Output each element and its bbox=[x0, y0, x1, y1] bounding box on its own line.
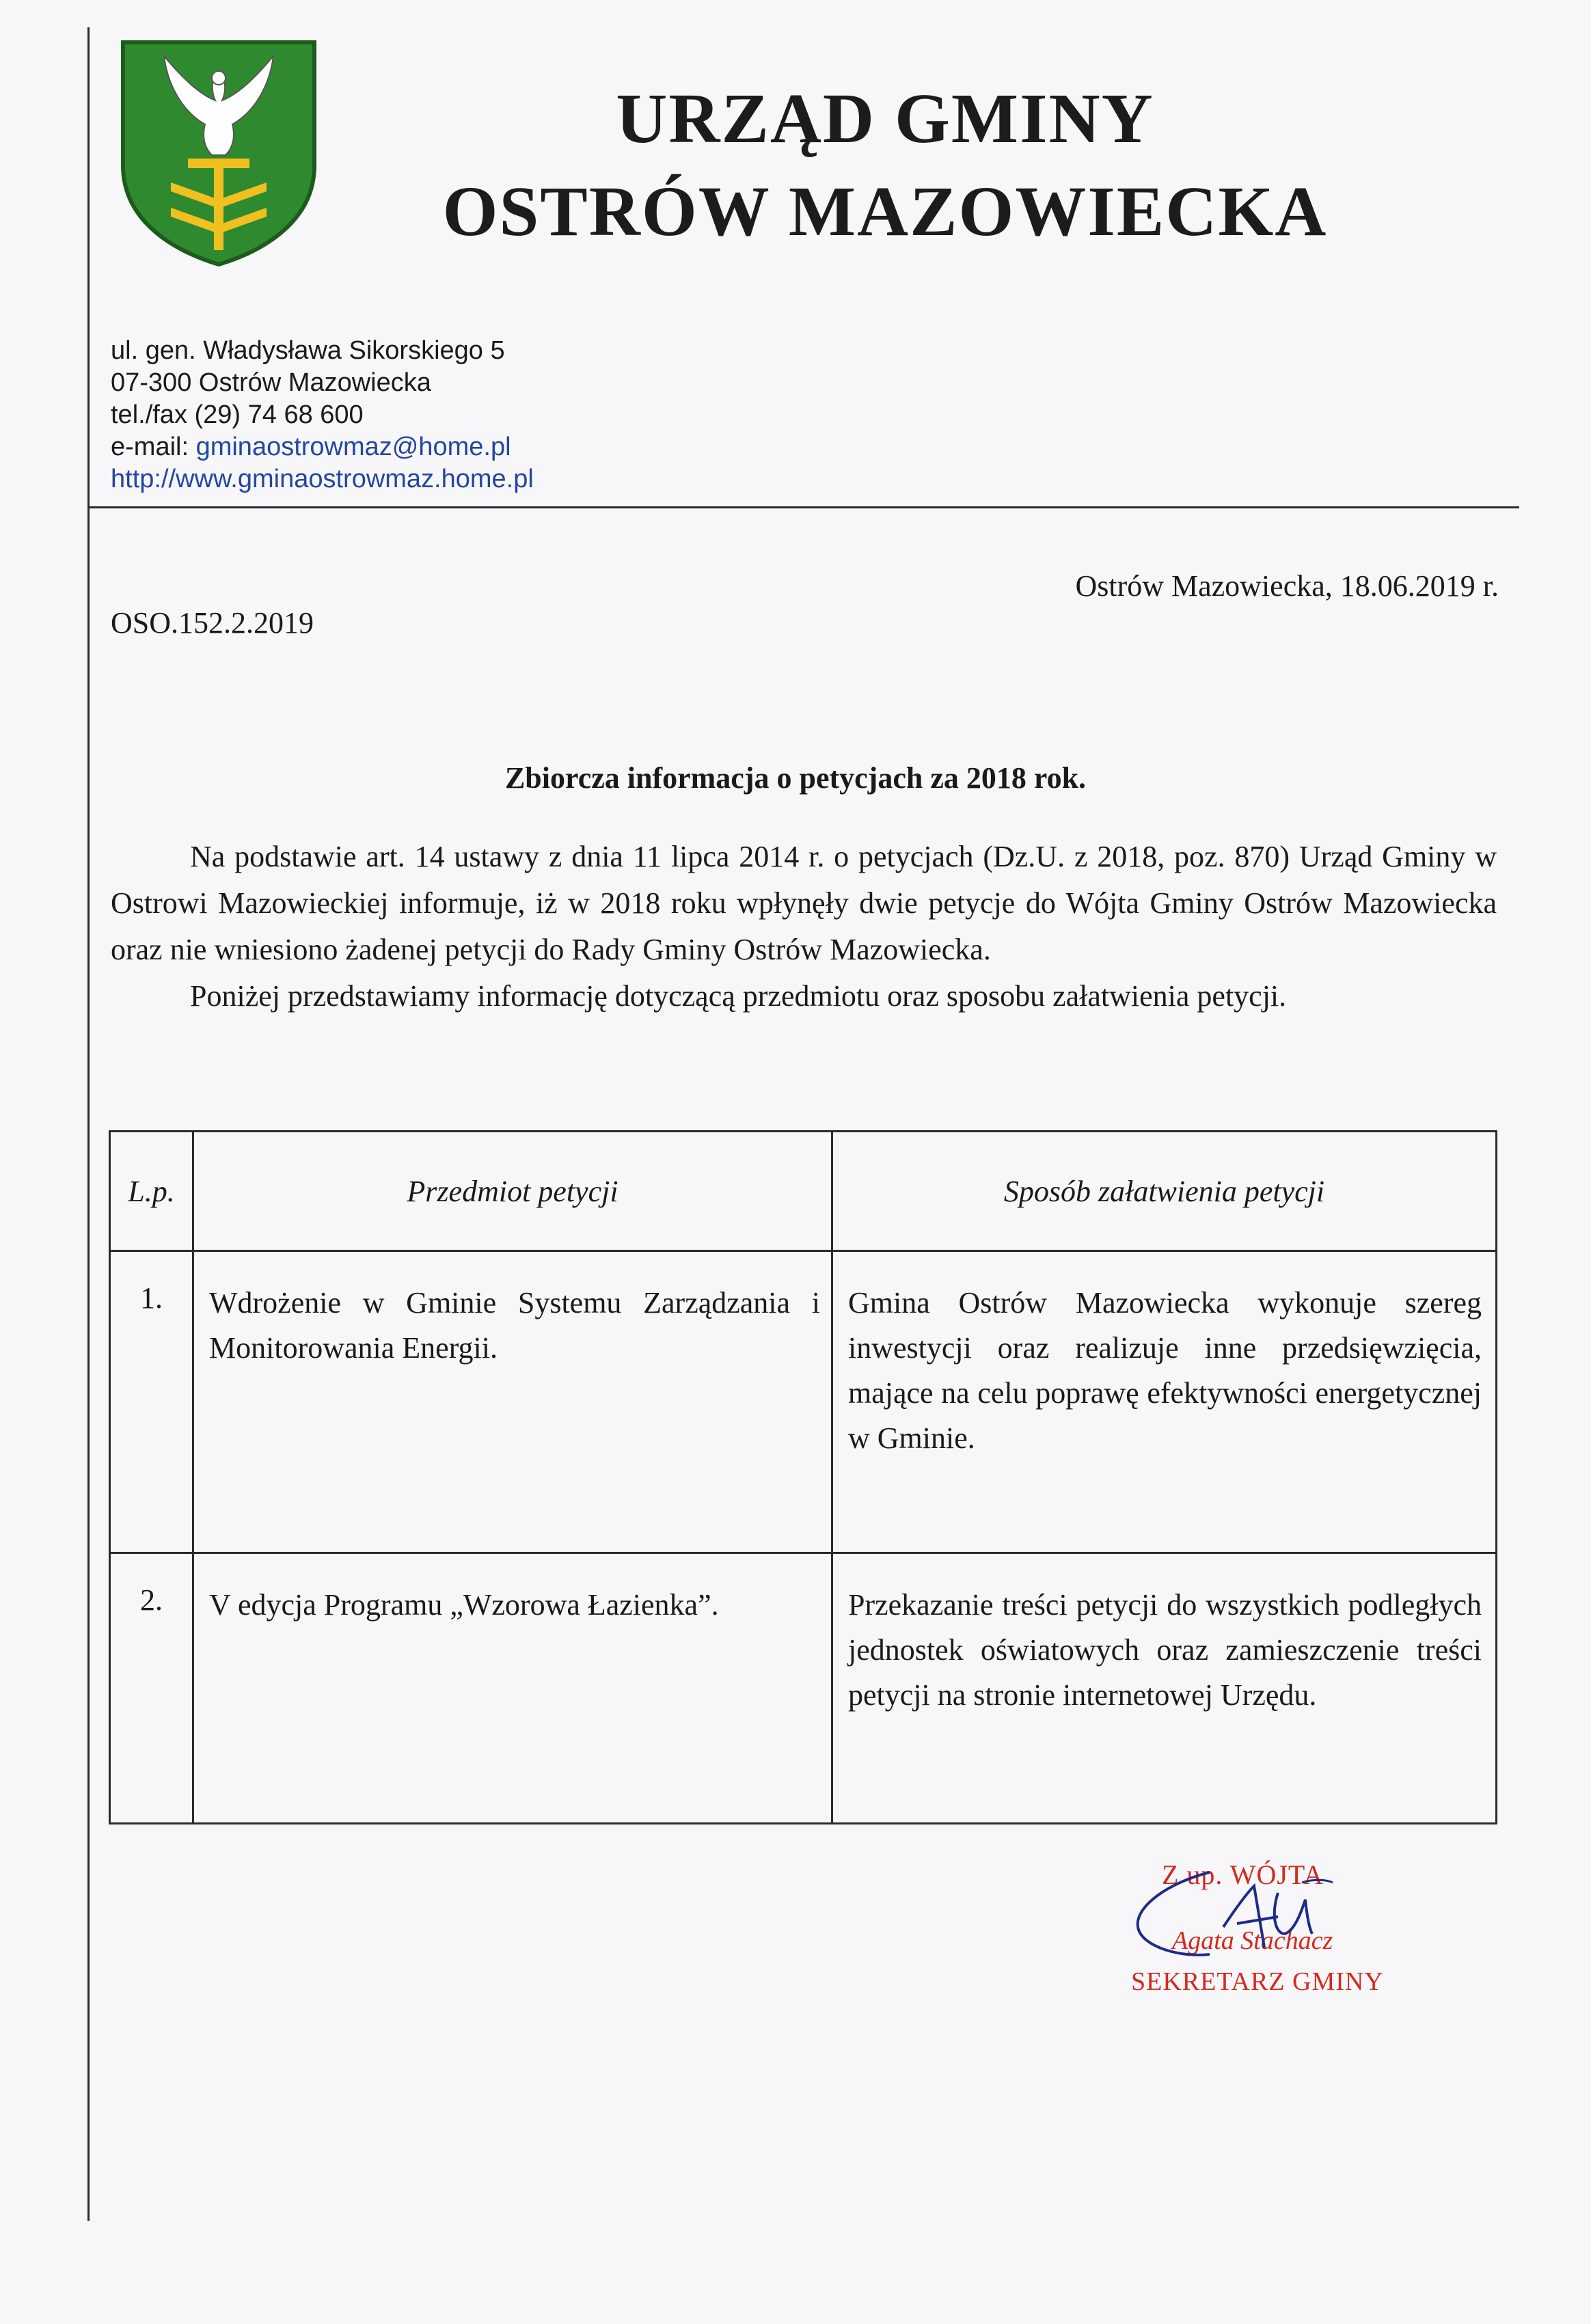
table-row bbox=[110, 1553, 1497, 1824]
contact-email-link[interactable]: gminaostrowmaz@home.pl bbox=[195, 433, 511, 461]
office-title-line2: OSTRÓW MAZOWIECKA bbox=[442, 172, 1328, 251]
place-date: Ostrów Mazowiecka, 18.06.2019 r. bbox=[1075, 569, 1499, 603]
row-subject: V edycja Programu „Wzorowa Łazienka”. bbox=[193, 1553, 832, 1824]
table-header-row bbox=[110, 1132, 1497, 1251]
header-lp: L.p. bbox=[110, 1132, 193, 1251]
row-number: 1. bbox=[110, 1251, 193, 1553]
office-title-line1: URZĄD GMINY bbox=[616, 79, 1154, 158]
reference-number: OSO.152.2.2019 bbox=[111, 606, 314, 640]
row-resolution: Gmina Ostrów Mazowiecka wykonuje szereg inwestycji oraz realizuje inne przedsięwzięcia, mające na celu poprawę efektywności energetycznej w Gminie. bbox=[832, 1251, 1497, 1553]
row-number: 2. bbox=[110, 1553, 193, 1824]
contact-block bbox=[111, 335, 534, 495]
table-row bbox=[110, 1251, 1497, 1553]
header-subject: Przedmiot petycji bbox=[193, 1132, 832, 1251]
header-resolution: Sposób załatwienia petycji bbox=[832, 1132, 1497, 1251]
signature-stamp bbox=[1107, 1845, 1490, 2023]
header-divider bbox=[89, 506, 1519, 508]
contact-street: ul. gen. Władysława Sikorskiego 5 bbox=[111, 336, 505, 365]
coat-of-arms-icon bbox=[116, 29, 321, 268]
paragraph: Na podstawie art. 14 ustawy z dnia 11 lipca 2014 r. o petycjach (Dz.U. z 2018, poz. 870) Urząd Gminy w Ostrowi Mazowieckiej informuje, iż w 2018 roku wpłynęły dwie petycje do Wójta Gminy Ostrów Mazowiecka oraz nie wniesiono żadenej petycji do Rady Gminy Ostrów Mazowiecka. bbox=[111, 840, 1497, 966]
contact-email-label: e-mail: bbox=[111, 433, 196, 461]
petitions-table bbox=[109, 1130, 1497, 1824]
contact-website-link[interactable]: http://www.gminaostrowmaz.home.pl bbox=[111, 465, 534, 493]
contact-email-row bbox=[111, 431, 534, 463]
signature-authority: Z up. WÓJTA bbox=[1162, 1859, 1324, 1890]
document-heading: Zbiorcza informacja o petycjach za 2018 rok. bbox=[504, 761, 1087, 795]
paragraph: Poniżej przedstawiamy informację dotyczącą przedmiotu oraz sposobu załatwienia petycji. bbox=[190, 979, 1287, 1013]
row-resolution: Przekazanie treści petycji do wszystkich podległych jednostek oświatowych oraz zamieszczenie treści petycji na stronie internetowej Urzędu. bbox=[832, 1553, 1497, 1824]
letter-body bbox=[111, 834, 1497, 1020]
signature-name: Agata Stachacz bbox=[1172, 1926, 1333, 1955]
row-subject: Wdrożenie w Gminie Systemu Zarządzania i Monitorowania Energii. bbox=[193, 1251, 832, 1553]
handwritten-signature-icon bbox=[1107, 1845, 1490, 2023]
contact-city: 07-300 Ostrów Mazowiecka bbox=[111, 368, 431, 397]
left-margin-rule bbox=[87, 27, 90, 2221]
signature-role: SEKRETARZ GMINY bbox=[1131, 1967, 1384, 1996]
contact-phone: tel./fax (29) 74 68 600 bbox=[111, 400, 364, 429]
